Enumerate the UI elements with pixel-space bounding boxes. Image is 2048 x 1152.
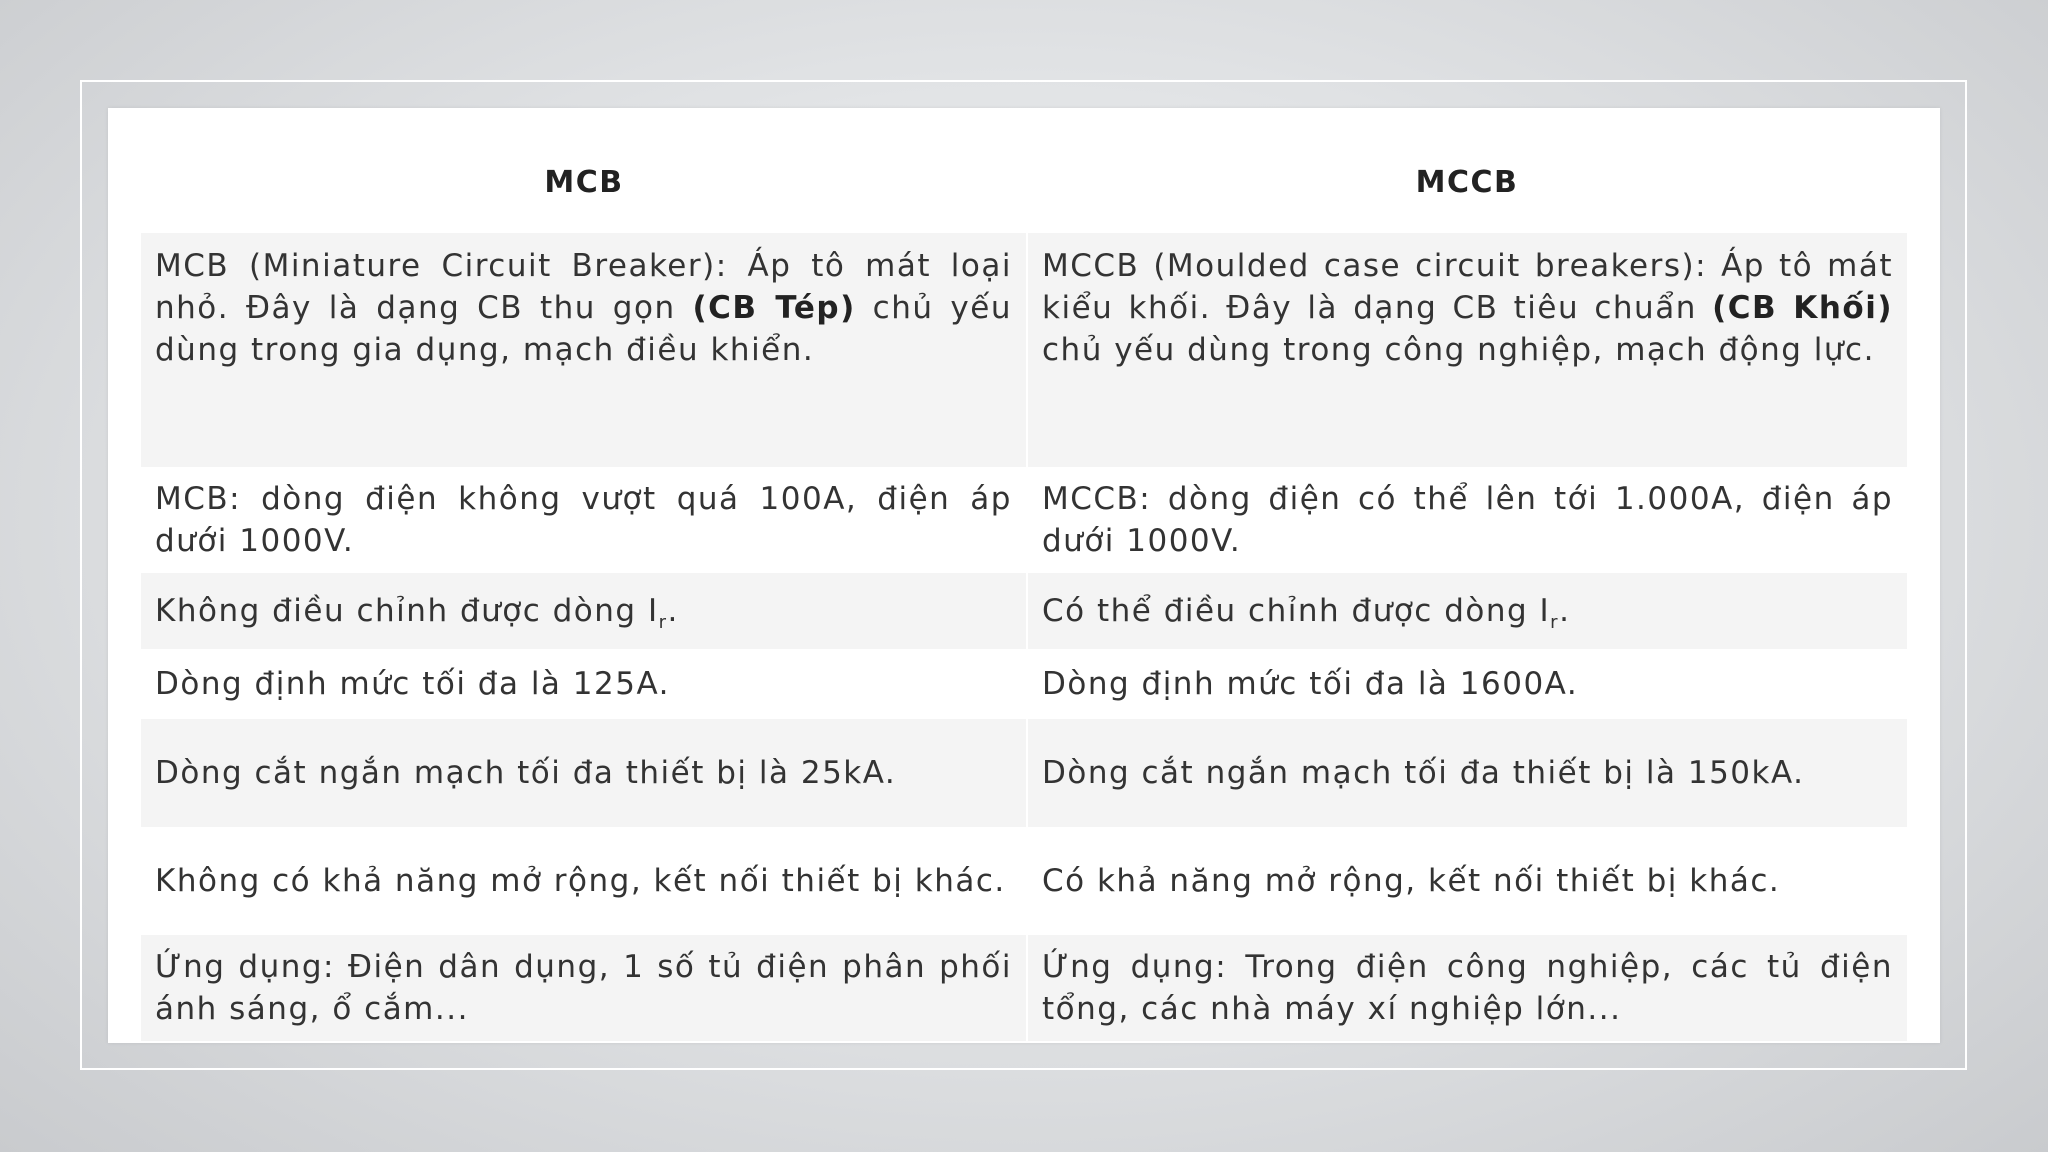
cell-text: chủ yếu dùng trong công nghiệp, mạch động lực. — [1042, 332, 1875, 368]
cell-mccb: Có khả năng mở rộng, kết nối thiết bị khác. — [1027, 827, 1907, 935]
cell-mccb: Dòng cắt ngắn mạch tối đa thiết bị là 150kA. — [1027, 719, 1907, 827]
table-row — [141, 935, 1907, 1041]
cell-text: Có thể điều chỉnh được dòng I — [1042, 593, 1551, 629]
cell-mcb — [141, 573, 1027, 649]
cell-mccb: MCCB: dòng điện có thể lên tới 1.000A, điện áp dưới 1000V. — [1027, 467, 1907, 573]
comparison-card — [108, 108, 1940, 1043]
cell-mccb — [1027, 233, 1907, 467]
cell-mccb: Ứng dụng: Trong điện công nghiệp, các tủ điện tổng, các nhà máy xí nghiệp lớn... — [1027, 935, 1907, 1041]
cell-text: . — [667, 593, 679, 629]
cell-mcb: Không có khả năng mở rộng, kết nối thiết bị khác. — [141, 827, 1027, 935]
cell-bold-text: (CB Tép) — [692, 290, 856, 326]
header-mcb: MCB — [141, 133, 1027, 233]
cell-mcb: Dòng cắt ngắn mạch tối đa thiết bị là 25kA. — [141, 719, 1027, 827]
comparison-table — [141, 133, 1907, 1041]
cell-text: . — [1559, 593, 1571, 629]
cell-text: Không điều chỉnh được dòng I — [155, 593, 659, 629]
table-row — [141, 649, 1907, 719]
subscript-r: r — [658, 612, 668, 634]
cell-mccb — [1027, 573, 1907, 649]
header-mccb: MCCB — [1027, 133, 1907, 233]
cell-text: MCCB (Moulded case circuit breakers): Áp tô mát kiểu khối. Đây là dạng CB tiêu chuẩn — [1042, 248, 1893, 326]
cell-mcb: MCB: dòng điện không vượt quá 100A, điện áp dưới 1000V. — [141, 467, 1027, 573]
subscript-r: r — [1550, 612, 1560, 634]
cell-mccb: Dòng định mức tối đa là 1600A. — [1027, 649, 1907, 719]
cell-text: MCB (Miniature Circuit Breaker): Áp tô mát loại nhỏ. Đây là dạng CB thu gọn — [155, 248, 1012, 326]
header-row — [141, 133, 1907, 233]
cell-mcb: Dòng định mức tối đa là 125A. — [141, 649, 1027, 719]
cell-text: chủ yếu dùng trong gia dụng, mạch điều khiển. — [155, 290, 1012, 368]
cell-bold-text: (CB Khối) — [1712, 290, 1893, 326]
cell-mcb: Ứng dụng: Điện dân dụng, 1 số tủ điện phân phối ánh sáng, ổ cắm... — [141, 935, 1027, 1041]
table-row — [141, 467, 1907, 573]
table-row — [141, 573, 1907, 649]
cell-mcb — [141, 233, 1027, 467]
table-row — [141, 827, 1907, 935]
table-row — [141, 233, 1907, 467]
table-row — [141, 719, 1907, 827]
